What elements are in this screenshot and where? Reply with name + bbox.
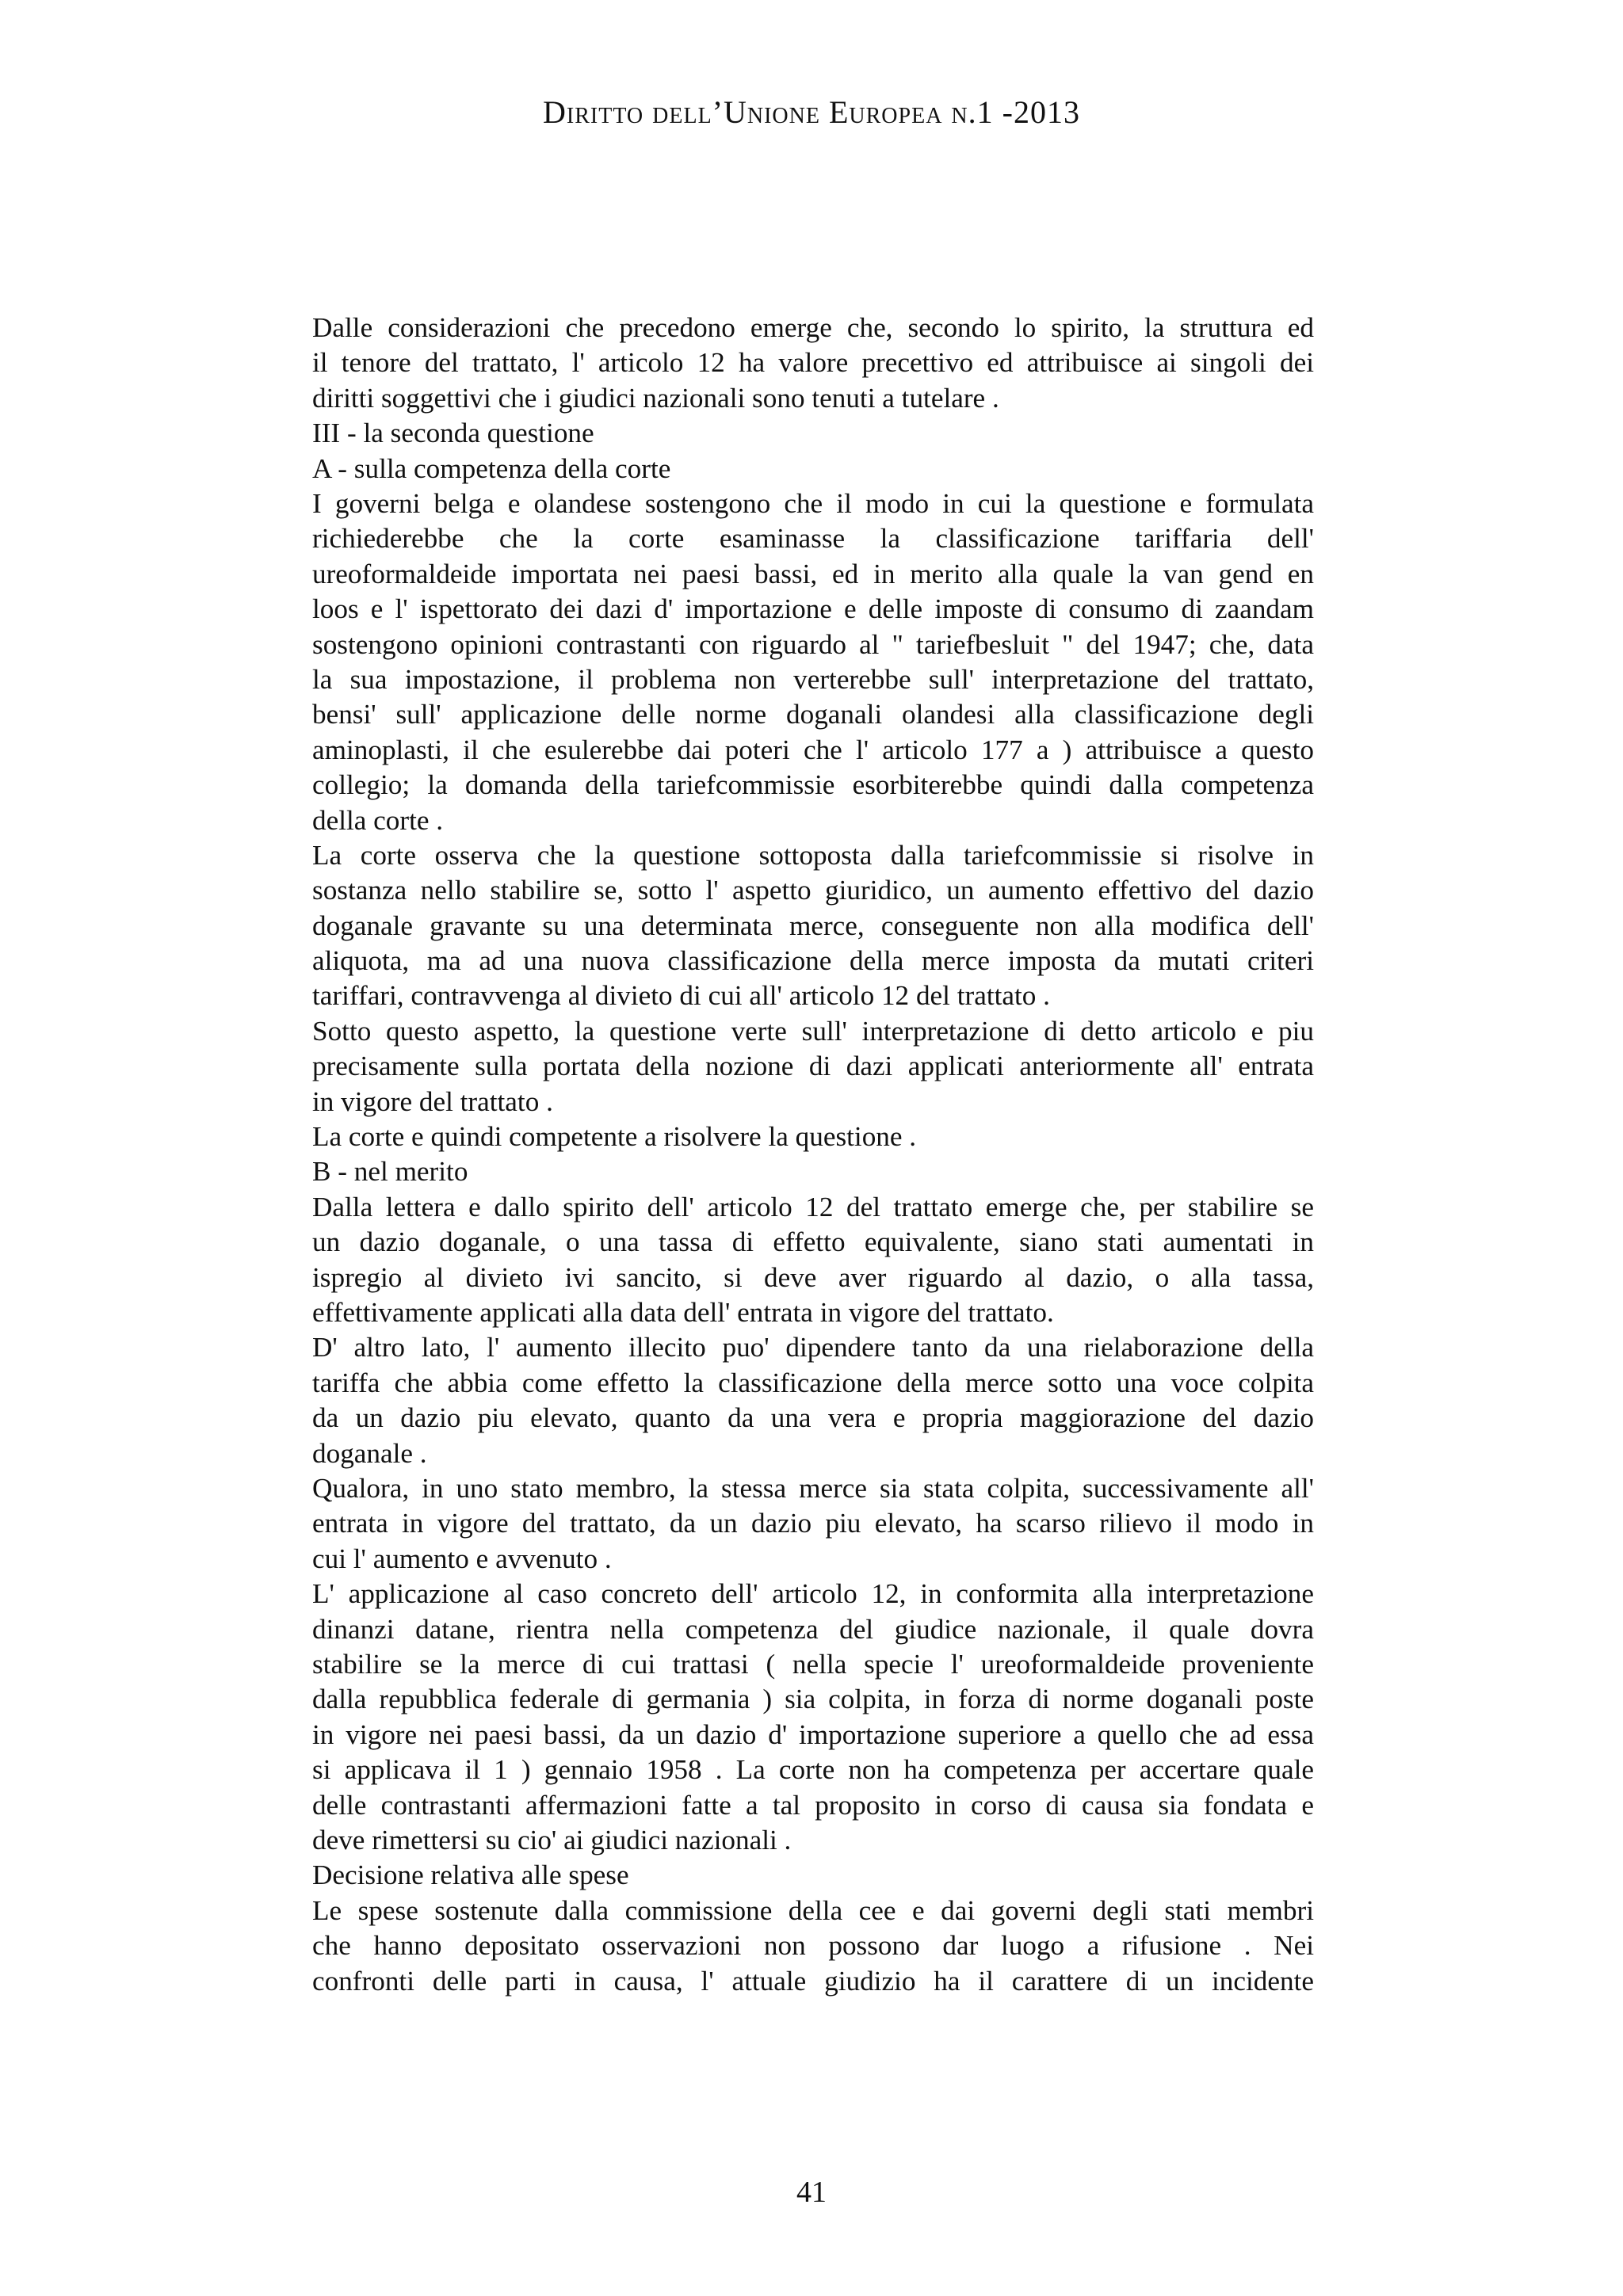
text-line: I governi belga e olandese sostengono che il modo in cui la questione e formulata (312, 488, 1314, 519)
text-line: delle contrastanti affermazioni fatte a tal proposito in corso di causa sia fondata e (312, 1789, 1314, 1821)
text-line: cui l' aumento e avvenuto . (312, 1543, 612, 1574)
text-line: B - nel merito (312, 1156, 468, 1188)
text-line: sostengono opinioni contrastanti con riguardo al " tariefbesluit " del 1947; che, data (312, 628, 1314, 660)
text-line: precisamente sulla portata della nozione di dazi applicati anteriormente all' entrata (312, 1051, 1314, 1082)
text-line: in vigore del trattato . (312, 1085, 553, 1117)
running-header: Diritto dell’Unione Europea n.1 -2013 (543, 94, 1080, 130)
text-line: aminoplasti, il che esulerebbe dai poteri che l' articolo 177 a ) attribuisce a questo (312, 734, 1314, 765)
body-text (312, 311, 1314, 1999)
text-line: il tenore del trattato, l' articolo 12 ha valore precettivo ed attribuisce ai singoli dei (312, 347, 1314, 379)
text-line: confronti delle parti in causa, l' attuale giudizio ha il carattere di un incidente (312, 1965, 1314, 1997)
text-line: richiederebbe che la corte esaminasse la classificazione tariffaria dell' (312, 523, 1314, 555)
text-line: collegio; la domanda della tariefcommissie esorbiterebbe quindi dalla competenza (312, 769, 1314, 801)
text-line: la sua impostazione, il problema non verterebbe sull' interpretazione del trattato, (312, 663, 1314, 695)
text-line: stabilire se la merce di cui trattasi ( nella specie l' ureoformaldeide proveniente (312, 1649, 1314, 1680)
text-line: bensi' sull' applicazione delle norme doganali olandesi alla classificazione degli (312, 699, 1314, 730)
text-line: aliquota, ma ad una nuova classificazione della merce imposta da mutati criteri (312, 945, 1314, 977)
text-line: deve rimettersi su cio' ai giudici nazionali . (312, 1824, 792, 1855)
text-line: in vigore nei paesi bassi, da un dazio d' importazione superiore a quello che ad essa (312, 1718, 1314, 1750)
text-line: effettivamente applicati alla data dell' entrata in vigore del trattato. (312, 1297, 1054, 1329)
text-line: Decisione relativa alle spese (312, 1859, 629, 1891)
text-line: Le spese sostenute dalla commissione della cee e dai governi degli stati membri (312, 1894, 1314, 1926)
text-line: La corte osserva che la questione sottoposta dalla tariefcommissie si risolve in (312, 839, 1314, 871)
text-line: tariffari, contravvenga al divieto di cui all' articolo 12 del trattato . (312, 980, 1050, 1012)
text-line: L' applicazione al caso concreto dell' articolo 12, in conformita alla interpretazione (312, 1578, 1314, 1610)
text-line: Sotto questo aspetto, la questione verte sull' interpretazione di detto articolo e piu (312, 1015, 1314, 1047)
text-line: della corte . (312, 804, 444, 836)
text-line: La corte e quindi competente a risolvere la questione . (312, 1121, 917, 1153)
text-line: tariffa che abbia come effetto la classificazione della merce sotto una voce colpita (312, 1367, 1314, 1398)
text-line: da un dazio piu elevato, quanto da una vera e propria maggiorazione del dazio (312, 1402, 1314, 1434)
text-line: che hanno depositato osservazioni non possono dar luogo a rifusione . Nei (312, 1930, 1314, 1962)
text-line: entrata in vigore del trattato, da un dazio piu elevato, ha scarso rilievo il modo in (312, 1508, 1314, 1539)
text-line: loos e l' ispettorato dei dazi d' importazione e delle imposte di consumo di zaandam (312, 593, 1314, 625)
text-line: doganale . (312, 1437, 427, 1469)
text-line: doganale gravante su una determinata merce, conseguente non alla modifica dell' (312, 910, 1314, 941)
text-line: ispregio al divieto ivi sancito, si deve aver riguardo al dazio, o alla tassa, (312, 1261, 1314, 1293)
text-line: si applicava il 1 ) gennaio 1958 . La corte non ha competenza per accertare quale (312, 1754, 1314, 1786)
text-line: III - la seconda questione (312, 418, 594, 449)
text-line: un dazio doganale, o una tassa di effetto equivalente, siano stati aumentati in (312, 1226, 1314, 1258)
text-line: D' altro lato, l' aumento illecito puo' dipendere tanto da una rielaborazione della (312, 1332, 1314, 1363)
text-line: sostanza nello stabilire se, sotto l' aspetto giuridico, un aumento effettivo del dazio (312, 875, 1314, 906)
text-line: diritti soggettivi che i giudici nazionali sono tenuti a tutelare . (312, 382, 999, 414)
text-line: ureoformaldeide importata nei paesi bassi, ed in merito alla quale la van gend en (312, 558, 1314, 589)
page-number: 41 (796, 2176, 827, 2209)
text-line: Dalle considerazioni che precedono emerge che, secondo lo spirito, la struttura ed (312, 312, 1314, 343)
text-line: Qualora, in uno stato membro, la stessa merce sia stata colpita, successivamente all' (312, 1473, 1314, 1505)
text-line: dalla repubblica federale di germania ) sia colpita, in forza di norme doganali poste (312, 1684, 1314, 1715)
text-line: Dalla lettera e dallo spirito dell' articolo 12 del trattato emerge che, per stabilire se (312, 1191, 1314, 1222)
text-line: A - sulla competenza della corte (312, 452, 671, 484)
text-line: dinanzi datane, rientra nella competenza del giudice nazionale, il quale dovra (312, 1613, 1314, 1645)
